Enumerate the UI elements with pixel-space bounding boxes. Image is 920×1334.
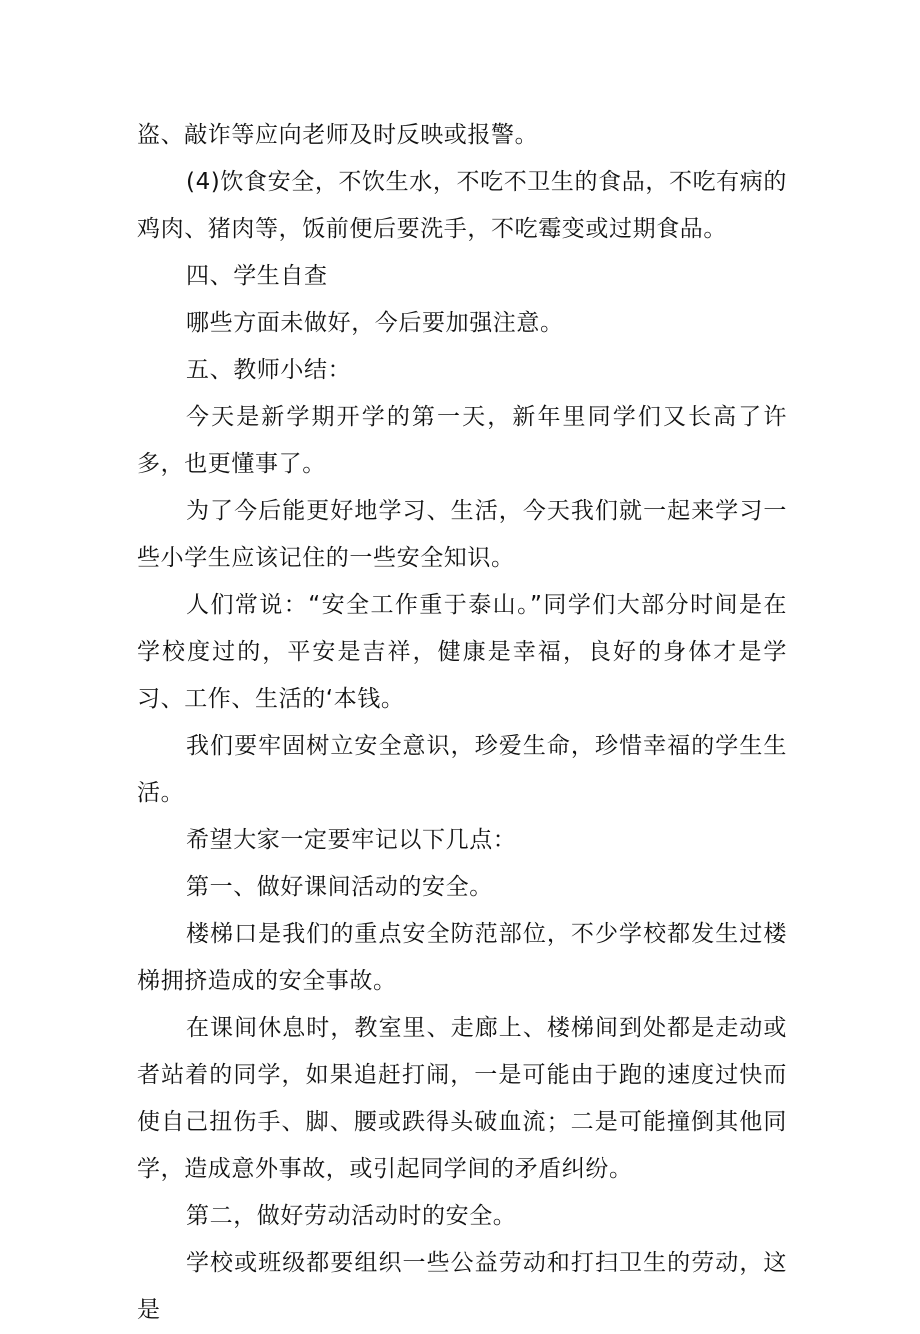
document-body bbox=[137, 112, 787, 1334]
paragraph-15: 学校或班级都要组织一些公益劳动和打扫卫生的劳动，这是 bbox=[137, 1250, 787, 1323]
paragraph-2: (4)饮食安全，不饮生水，不吃不卫生的食品，不吃有病的鸡肉、猪肉等，饭前便后要洗手，不吃霉变或过期食品。 bbox=[137, 169, 787, 242]
paragraph-4: 哪些方面未做好，今后要加强注意。 bbox=[186, 310, 564, 336]
paragraph-1: 盗、敲诈等应向老师及时反映或报警。 bbox=[137, 122, 539, 148]
section-heading-teacher-summary: 五、教师小结： bbox=[186, 357, 352, 383]
paragraph-8: 人们常说：“安全工作重于泰山。”同学们大部分时间是在学校度过的，平安是吉祥，健康是幸福，良好的身体才是学习、工作、生活的‘本钱。 bbox=[137, 592, 787, 712]
point-two-heading: 第二，做好劳动活动时的安全。 bbox=[186, 1203, 517, 1229]
paragraph-12: 楼梯口是我们的重点安全防范部位，不少学校都发生过楼梯拥挤造成的安全事故。 bbox=[137, 921, 787, 994]
paragraph-10: 希望大家一定要牢记以下几点： bbox=[186, 827, 517, 853]
paragraph-6: 今天是新学期开学的第一天，新年里同学们又长高了许多，也更懂事了。 bbox=[137, 404, 787, 477]
section-heading-student-self-check: 四、学生自查 bbox=[186, 263, 328, 289]
paragraph-7: 为了今后能更好地学习、生活，今天我们就一起来学习一些小学生应该记住的一些安全知识。 bbox=[137, 498, 787, 571]
paragraph-9: 我们要牢固树立安全意识，珍爱生命，珍惜幸福的学生生活。 bbox=[137, 733, 787, 806]
point-one-heading: 第一、做好课间活动的安全。 bbox=[186, 874, 493, 900]
paragraph-13: 在课间休息时，教室里、走廊上、楼梯间到处都是走动或者站着的同学，如果追赶打闹，一是可能由于跑的速度过快而使自己扭伤手、脚、腰或跌得头破血流；二是可能撞倒其他同学，造成意外事故，或引起同学间的矛盾纠纷。 bbox=[137, 1015, 787, 1182]
